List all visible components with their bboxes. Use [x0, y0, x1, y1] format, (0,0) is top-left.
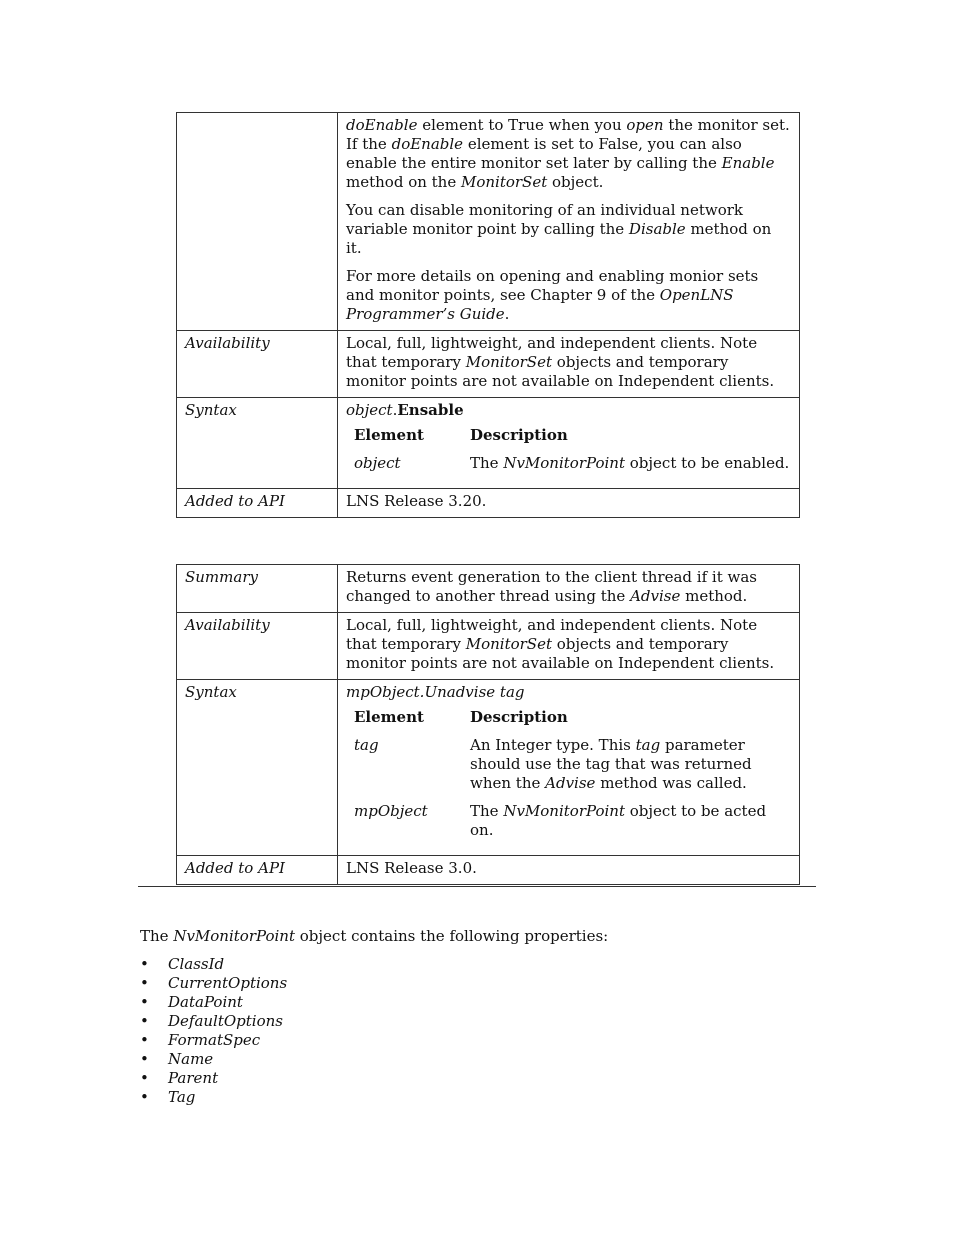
element-name: mpObject	[354, 802, 428, 820]
list-item: • DefaultOptions	[140, 1012, 800, 1031]
section-divider	[138, 886, 816, 887]
continued-description-cell	[338, 113, 800, 331]
element-header: Element	[354, 708, 424, 726]
table-row	[177, 113, 800, 331]
list-item: • CurrentOptions	[140, 974, 800, 993]
availability-label: Availability	[177, 613, 338, 680]
added-value: LNS Release 3.0.	[338, 856, 800, 885]
continued-label-cell	[177, 113, 338, 331]
syntax-line: mpObject.Unadvise tag	[346, 683, 525, 701]
description-header: Description	[470, 426, 568, 444]
added-label: Added to API	[177, 856, 338, 885]
table-row	[177, 856, 800, 885]
element-description: The NvMonitorPoint object to be acted on.	[470, 802, 767, 839]
table-row	[177, 680, 800, 856]
added-label: Added to API	[177, 489, 338, 518]
syntax-line: object.Ensable	[346, 401, 464, 419]
availability-value: Local, full, lightweight, and independent clients. Note that temporary MonitorSet objects and temporary monitor points are not available on Independent clients.	[338, 613, 800, 680]
syntax-value	[338, 680, 800, 856]
summary-label: Summary	[177, 565, 338, 613]
description-paragraph: doEnable element to True when you open the monitor set. If the doEnable element is set to False, you can also enable the entire monitor set later by calling the Enable method on the MonitorSet object.	[346, 116, 790, 191]
list-item: • ClassId	[140, 955, 800, 974]
table-row	[177, 398, 800, 489]
table-row	[177, 331, 800, 398]
availability-value: Local, full, lightweight, and independent clients. Note that temporary MonitorSet objects and temporary monitor points are not available on Independent clients.	[338, 331, 800, 398]
syntax-value	[338, 398, 800, 489]
element-description: The NvMonitorPoint object to be enabled.	[470, 454, 790, 472]
table-row	[177, 613, 800, 680]
availability-label: Availability	[177, 331, 338, 398]
added-value: LNS Release 3.20.	[338, 489, 800, 518]
syntax-label: Syntax	[177, 680, 338, 856]
table-row	[177, 565, 800, 613]
list-item: • Parent	[140, 1069, 800, 1088]
element-description: An Integer type. This tag parameter should use the tag that was returned when the Advise method was called.	[470, 736, 752, 792]
element-header: Element	[354, 426, 424, 444]
list-item: • Name	[140, 1050, 800, 1069]
list-item: • FormatSpec	[140, 1031, 800, 1050]
summary-value: Returns event generation to the client thread if it was changed to another thread using the Advise method.	[338, 565, 800, 613]
syntax-label: Syntax	[177, 398, 338, 489]
properties-intro: The NvMonitorPoint object contains the following properties:	[140, 927, 609, 945]
table-row	[177, 489, 800, 518]
element-table	[346, 426, 791, 482]
element-row	[346, 736, 791, 802]
unadvise-method-table	[176, 564, 800, 885]
enable-method-table	[176, 112, 800, 518]
description-paragraph: You can disable monitoring of an individual network variable monitor point by calling the Disable method on it.	[346, 201, 772, 257]
description-paragraph: For more details on opening and enabling monior sets and monitor points, see Chapter 9 of the OpenLNS Programmer’s Guide.	[346, 267, 759, 323]
element-table	[346, 708, 791, 849]
description-header: Description	[470, 708, 568, 726]
properties-section	[140, 927, 800, 1107]
element-row	[346, 802, 791, 849]
element-header-row	[346, 708, 791, 736]
element-name: object	[354, 454, 401, 472]
list-item: • Tag	[140, 1088, 800, 1107]
properties-list	[140, 955, 800, 1107]
element-row	[346, 454, 791, 482]
element-name: tag	[354, 736, 379, 754]
element-header-row	[346, 426, 791, 454]
list-item: • DataPoint	[140, 993, 800, 1012]
